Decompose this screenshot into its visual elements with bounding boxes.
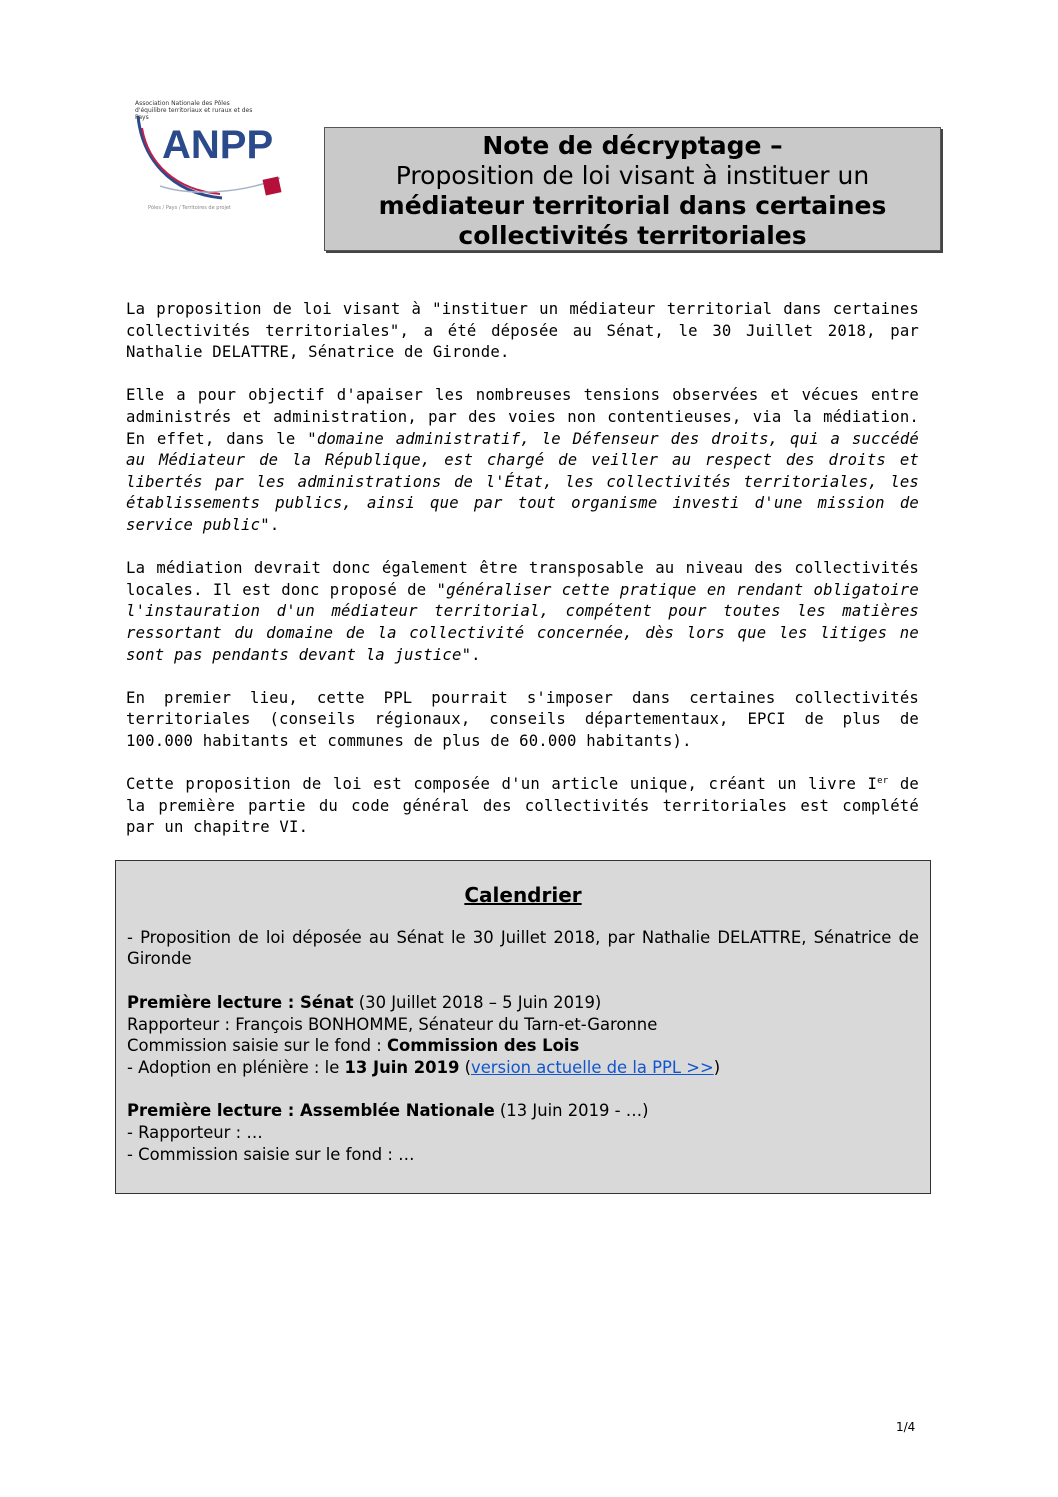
anpp-logo	[130, 98, 300, 216]
body-text	[126, 299, 919, 860]
an-commission: - Commission saisie sur le fond : …	[127, 1144, 415, 1164]
senat-adoption-date: 13 Juin 2019	[344, 1057, 460, 1077]
calendar-senat: Première lecture : Sénat (30 Juillet 2018 – 5 Juin 2019) Rapporteur : François BONHOMME, Sénateur du Tarn-et-Garonne Commission saisie sur le fond : Commission des Lois - Adoption en plénière : le 13 Juin 2019 (version actuelle de la PPL >>)	[127, 992, 919, 1079]
an-heading: Première lecture : Assemblée Nationale	[127, 1101, 495, 1121]
calendar-intro: - Proposition de loi déposée au Sénat le 30 Juillet 2018, par Nathalie DELATTRE, Sénatrice de Gironde	[127, 927, 919, 969]
logo-tagline: Pôles / Pays / Territoires de projet	[148, 205, 231, 211]
quote-mediateur: généraliser cette pratique en rendant obligatoire l'instauration d'un médiateur territorial, compétent pour toutes les matières ressortant du domaine de la collectivité concernée, dès lors que les litiges ne sont pas pendants devant la justice	[126, 580, 919, 664]
document-title-box	[324, 127, 941, 251]
an-rapporteur: - Rapporteur : …	[127, 1123, 263, 1142]
calendar-title: Calendrier	[464, 883, 582, 907]
paragraph-2: Elle a pour objectif d'apaiser les nombreuses tensions observées et vécues entre administrés et administration, par des voies non contentieuses, via la médiation. En effet, dans le "domaine administratif, le Défenseur des droits, qui a succédé au Médiateur de la République, est chargé de veiller au respect des droits et libertés par les administrations de l'État, les collectivités territoriales, les établissements publics, ainsi que par tout organisme investi d'une mission de service public".	[126, 386, 919, 534]
title-line-1: Note de décryptage –	[482, 131, 783, 160]
paragraph-4: En premier lieu, cette PPL pourrait s'imposer dans certaines collectivités territoriales (conseils régionaux, conseils départementaux, EPCI de plus de 100.000 habitants et communes de plus de 60.000 habitants).	[126, 688, 919, 750]
paragraph-5: Cette proposition de loi est composée d'un article unique, créant un livre Ier de la première partie du code général des collectivités territoriales est complété par un chapitre VI.	[126, 775, 919, 837]
title-line-4: collectivités territoriales	[458, 221, 807, 250]
calendar-an: Première lecture : Assemblée Nationale (13 Juin 2019 - …) - Rapporteur : … - Commission saisie sur le fond : …	[127, 1100, 919, 1165]
logo-brand-text: ANPP	[162, 123, 274, 167]
page-number: 1/4	[896, 1420, 916, 1434]
quote-defenseur: domaine administratif, le Défenseur des droits, qui a succédé au Médiateur de la République, est chargé de veiller au respect des droits et libertés par les administrations de l'État, les collectivités territoriales, les établissements publics, ainsi que par tout organisme investi d'une mission de service public	[126, 429, 919, 534]
ppl-version-link[interactable]: version actuelle de la PPL >>	[471, 1057, 714, 1077]
title-line-3: médiateur territorial dans certaines	[378, 191, 887, 220]
calendar-box	[115, 860, 931, 1194]
title-line-2: Proposition de loi visant à instituer un	[395, 161, 870, 190]
senat-heading: Première lecture : Sénat	[127, 992, 354, 1012]
senat-rapporteur: Rapporteur : François BONHOMME, Sénateur du Tarn-et-Garonne	[127, 1014, 658, 1034]
paragraph-3: La médiation devrait donc également être transposable au niveau des collectivités locales. Il est donc proposé de "généraliser cette pratique en rendant obligatoire l'instauration d'un médiateur territorial, compétent pour toutes les matières ressortant du domaine de la collectivité concernée, dès lors que les litiges ne sont pas pendants devant la justice".	[126, 559, 919, 664]
senat-commission: Commission des Lois	[387, 1036, 580, 1056]
logo-association-name: Association Nationale des Pôles d'équilibre territoriaux et ruraux et des Pays	[135, 100, 253, 121]
paragraph-1: La proposition de loi visant à "instituer un médiateur territorial dans certaines collectivités territoriales", a été déposée au Sénat, le 30 Juillet 2018, par Nathalie DELATTRE, Sénatrice de Gironde.	[126, 300, 919, 362]
